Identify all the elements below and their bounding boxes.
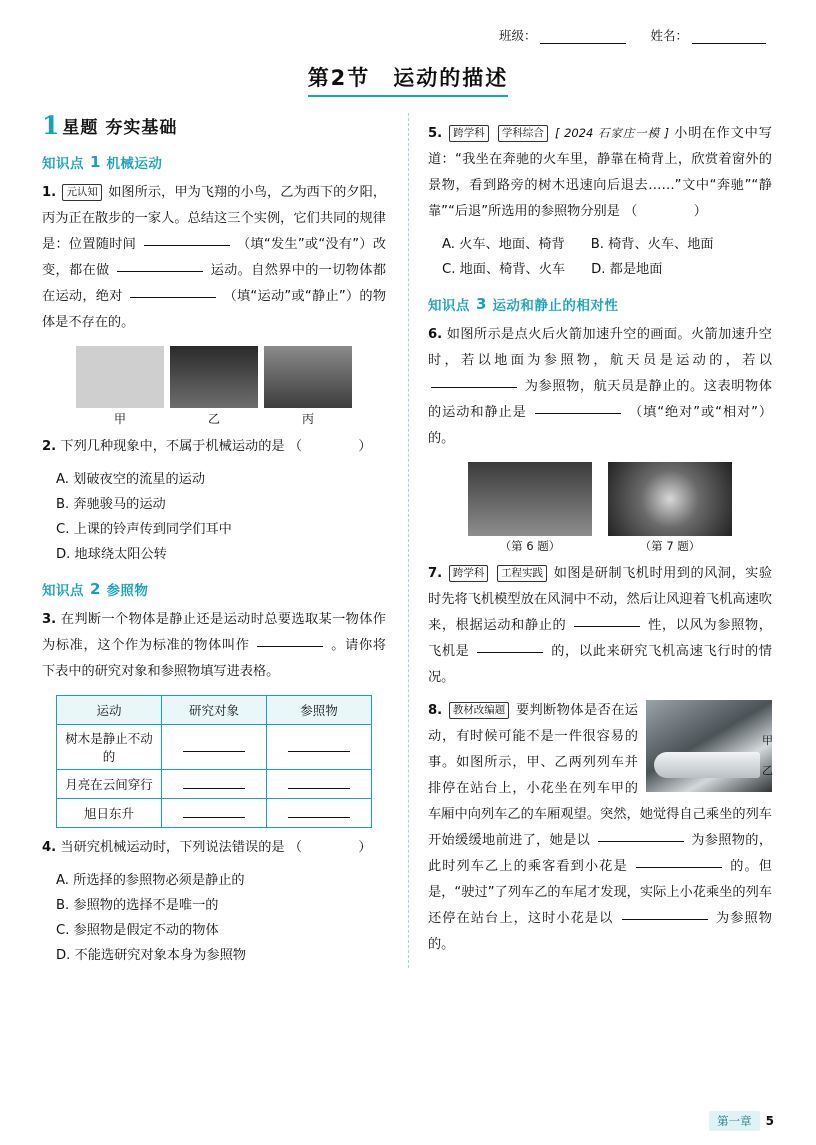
question-3: [42, 607, 386, 685]
page-header: [42, 26, 774, 44]
q1-text-b: （填“发生”或“没有”）改变，都在做: [42, 237, 387, 278]
q7-number: 7.: [428, 566, 443, 581]
row2-object-blank[interactable]: [162, 770, 267, 799]
row1-reference-blank[interactable]: [267, 725, 372, 770]
q1-figure-row: [42, 346, 386, 408]
kp-title-3: 运动和静止的相对性: [492, 298, 619, 314]
q6-text-a: 如图所示是点火后火箭加速升空的画面。火箭加速升空时，若以地面为参照物，航天员是运动的，若以: [428, 327, 772, 368]
q5-number: 5.: [428, 126, 443, 141]
knowledge-point-2: [42, 579, 386, 599]
q1-text-d: （填“运动”或“静止”）的物体是不存在的。: [42, 289, 387, 330]
row3-reference-blank[interactable]: [267, 799, 372, 828]
th-object: 研究对象: [162, 696, 267, 725]
q4-option-a[interactable]: A. 所选择的参照物必须是静止的: [56, 873, 245, 888]
q3-text-b: 。请你将下表中的研究对象和参照物填写进表格。: [42, 638, 386, 679]
question-7: [428, 561, 772, 691]
kp-prefix-3: 知识点: [428, 298, 470, 314]
q5-source: [ 2024 石家庄一模 ]: [555, 126, 670, 140]
q1-blank-2[interactable]: [117, 270, 203, 272]
q3-number: 3.: [42, 612, 57, 627]
q8-figure: [646, 700, 772, 792]
q3-blank-1[interactable]: [257, 645, 323, 647]
footer-chapter: 第一章: [709, 1111, 760, 1131]
q8-blank-2[interactable]: [636, 866, 722, 868]
name-field: [650, 26, 766, 44]
q8-tag: 教材改编题: [449, 702, 510, 719]
figure-trains-image: [646, 700, 772, 792]
figure-family-image: [264, 346, 352, 408]
name-blank: [692, 30, 766, 44]
knowledge-point-1: [42, 152, 386, 172]
question-6: [428, 322, 772, 452]
q6-number: 6.: [428, 327, 443, 342]
page-title: 第2节 运动的描述: [308, 62, 509, 97]
q6-text-c: （填“绝对”或“相对”）的。: [428, 405, 773, 446]
two-column-body: [42, 113, 774, 968]
q4-option-c[interactable]: C. 参照物是假定不动的物体: [56, 923, 219, 938]
q2-text: 下列几种现象中，不属于机械运动的是: [60, 439, 285, 454]
figure-bird-image: [76, 346, 164, 408]
q8-text-d: 为参照物的。: [428, 911, 772, 952]
q4-option-d[interactable]: D. 不能选研究对象本身为参照物: [56, 948, 246, 963]
q5-options-row-1: [428, 232, 772, 257]
q8-text-a: 要判断物体是否在运动，有时候可能不是一件很容易的事。如图所示，甲、乙两列列车并排停在站台上，小花坐在列车甲的车厢中向列车乙的车厢观望。突然，她觉得自己乘坐的列车开始缓缓地前进了，她是以: [428, 703, 772, 848]
q8-number: 8.: [428, 703, 443, 718]
left-column: [42, 113, 406, 968]
q4-option-b[interactable]: B. 参照物的选择不是唯一的: [56, 898, 219, 913]
q8-blank-1[interactable]: [598, 840, 684, 842]
kp-title-2: 参照物: [106, 583, 149, 599]
knowledge-point-3: [428, 294, 772, 314]
kp-title-1: 机械运动: [106, 156, 163, 172]
q5-option-b[interactable]: B. 椅背、火车、地面: [590, 237, 714, 252]
q7-blank-1[interactable]: [574, 625, 640, 627]
kp-prefix-2: 知识点: [42, 583, 84, 599]
table-row: [57, 799, 372, 828]
caption-bing: 丙: [301, 412, 314, 426]
page-title-wrap: [42, 62, 774, 97]
q7-text-b: 性，以风为参照物，飞机是: [428, 618, 772, 659]
q5-option-a[interactable]: A. 火车、地面、椅背: [442, 237, 565, 252]
class-label: 班级：: [498, 28, 537, 43]
table-header-row: [57, 696, 372, 725]
q5-option-c[interactable]: C. 地面、椅背、火车: [442, 262, 566, 277]
row3-motion: 旭日东升: [57, 799, 162, 828]
q4-answer-paren[interactable]: （ ）: [288, 840, 382, 855]
figure-rocket-image: [468, 462, 592, 536]
row2-reference-blank[interactable]: [267, 770, 372, 799]
caption-q6: （第 6 题）: [499, 539, 561, 553]
name-label: 姓名：: [650, 28, 688, 43]
q8-text-c: 的。但是，“驶过”了列车乙的车尾才发现，实际上小花乘坐的列车还停在站台上，这时小花是以: [428, 859, 772, 926]
table-row: [57, 770, 372, 799]
q1-tag: 元认知: [62, 184, 102, 201]
q5-tag-comprehensive: 学科综合: [498, 125, 548, 142]
th-reference: 参照物: [267, 696, 372, 725]
figure-sunset-image: [170, 346, 258, 408]
q2-option-c[interactable]: C. 上课的铃声传到同学们耳中: [56, 522, 232, 537]
q1-text-a: 如图所示，甲为飞翔的小鸟，乙为西下的夕阳，丙为正在散步的一家人。总结这三个实例，它们共同的规律是：位置随时间: [42, 185, 387, 252]
q1-blank-1[interactable]: [144, 244, 230, 246]
q4-text: 当研究机械运动时，下列说法错误的是: [60, 840, 285, 855]
section-heading: [42, 113, 386, 138]
question-4: [42, 835, 386, 861]
q5-answer-paren[interactable]: （ ）: [624, 204, 717, 219]
page-number: 5: [765, 1114, 774, 1128]
q5-text: 小明在作文中写道：“我坐在奔驰的火车里，静靠在椅背上，欣赏着窗外的景物，看到路旁的树木迅速向后退去……”文中“奔驰”“静靠”“后退”所选用的参照物分别是: [428, 126, 772, 219]
caption-jia: 甲: [113, 412, 126, 426]
q1-text-c: 运动。自然界中的一切物体都在运动，绝对: [42, 263, 387, 304]
question-5: [428, 120, 772, 225]
th-motion: 运动: [57, 696, 162, 725]
kp-prefix-1: 知识点: [42, 156, 84, 172]
q7-text-a: 如图是研制飞机时用到的风洞，实验时先将飞机模型放在风洞中不动，然后让风迎着飞机高速吹来，根据运动和静止的: [428, 566, 773, 633]
q6-blank-2[interactable]: [535, 412, 621, 414]
row2-motion: 月亮在云间穿行: [57, 770, 162, 799]
q6-text-b: 为参照物，航天员是静止的。这表明物体的运动和静止是: [428, 379, 772, 420]
q6-q7-figure-captions: [428, 538, 772, 554]
q2-answer-paren[interactable]: （ ）: [288, 439, 382, 454]
kp-number-1: 1: [90, 153, 101, 171]
q6-blank-1[interactable]: [431, 386, 517, 388]
q7-text-c: 的，以此来研究飞机高速飞行时的情况。: [428, 644, 772, 685]
section-star-number: 1: [42, 111, 60, 140]
q2-option-b[interactable]: B. 奔驰骏马的运动: [56, 497, 166, 512]
section-star-label: 星题 夯实基础: [62, 118, 178, 138]
figure-wind-tunnel-image: [608, 462, 732, 536]
figure-label-yi: 乙: [762, 764, 773, 777]
q3-text-a: 在判断一个物体是静止还是运动时总要选取某一物体作为标准，这个作为标准的物体叫作: [42, 612, 386, 653]
q8-text-b: 为参照物的，此时列车乙上的乘客看到小花是: [428, 833, 773, 874]
table-row: [57, 725, 372, 770]
q7-tag-engineering: 工程实践: [497, 565, 547, 582]
question-8: [428, 698, 772, 958]
q2-option-a[interactable]: A. 划破夜空的流星的运动: [56, 472, 206, 487]
class-field: [499, 26, 627, 44]
q5-tag-cross-subject: 跨学科: [449, 125, 489, 142]
figure-label-jia: 甲: [762, 734, 773, 747]
q7-tag-cross-subject: 跨学科: [449, 565, 489, 582]
right-column: [406, 113, 772, 968]
q3-table: [56, 695, 372, 828]
row3-object-blank[interactable]: [162, 799, 267, 828]
q1-figure-captions: [42, 410, 386, 427]
kp-number-2: 2: [90, 580, 101, 598]
row1-object-blank[interactable]: [162, 725, 267, 770]
q6-q7-figure-row: [428, 462, 772, 536]
class-blank: [540, 30, 626, 44]
q1-number: 1.: [42, 185, 57, 200]
q5-options-row-2: [428, 257, 772, 282]
q8-blank-3[interactable]: [622, 918, 708, 920]
page-footer: [709, 1111, 774, 1131]
caption-yi: 乙: [207, 412, 220, 426]
question-1: [42, 180, 386, 336]
q4-number: 4.: [42, 840, 57, 855]
q5-option-d[interactable]: D. 都是地面: [591, 262, 663, 277]
q2-number: 2.: [42, 439, 57, 454]
caption-q7: （第 7 题）: [639, 539, 701, 553]
kp-number-3: 3: [476, 295, 487, 313]
q7-blank-2[interactable]: [477, 651, 543, 653]
column-divider: [408, 113, 409, 968]
q2-option-d[interactable]: D. 地球绕太阳公转: [56, 547, 167, 562]
question-2: [42, 434, 386, 460]
q1-blank-3[interactable]: [130, 296, 216, 298]
row1-motion: 树木是静止不动的: [57, 725, 162, 770]
